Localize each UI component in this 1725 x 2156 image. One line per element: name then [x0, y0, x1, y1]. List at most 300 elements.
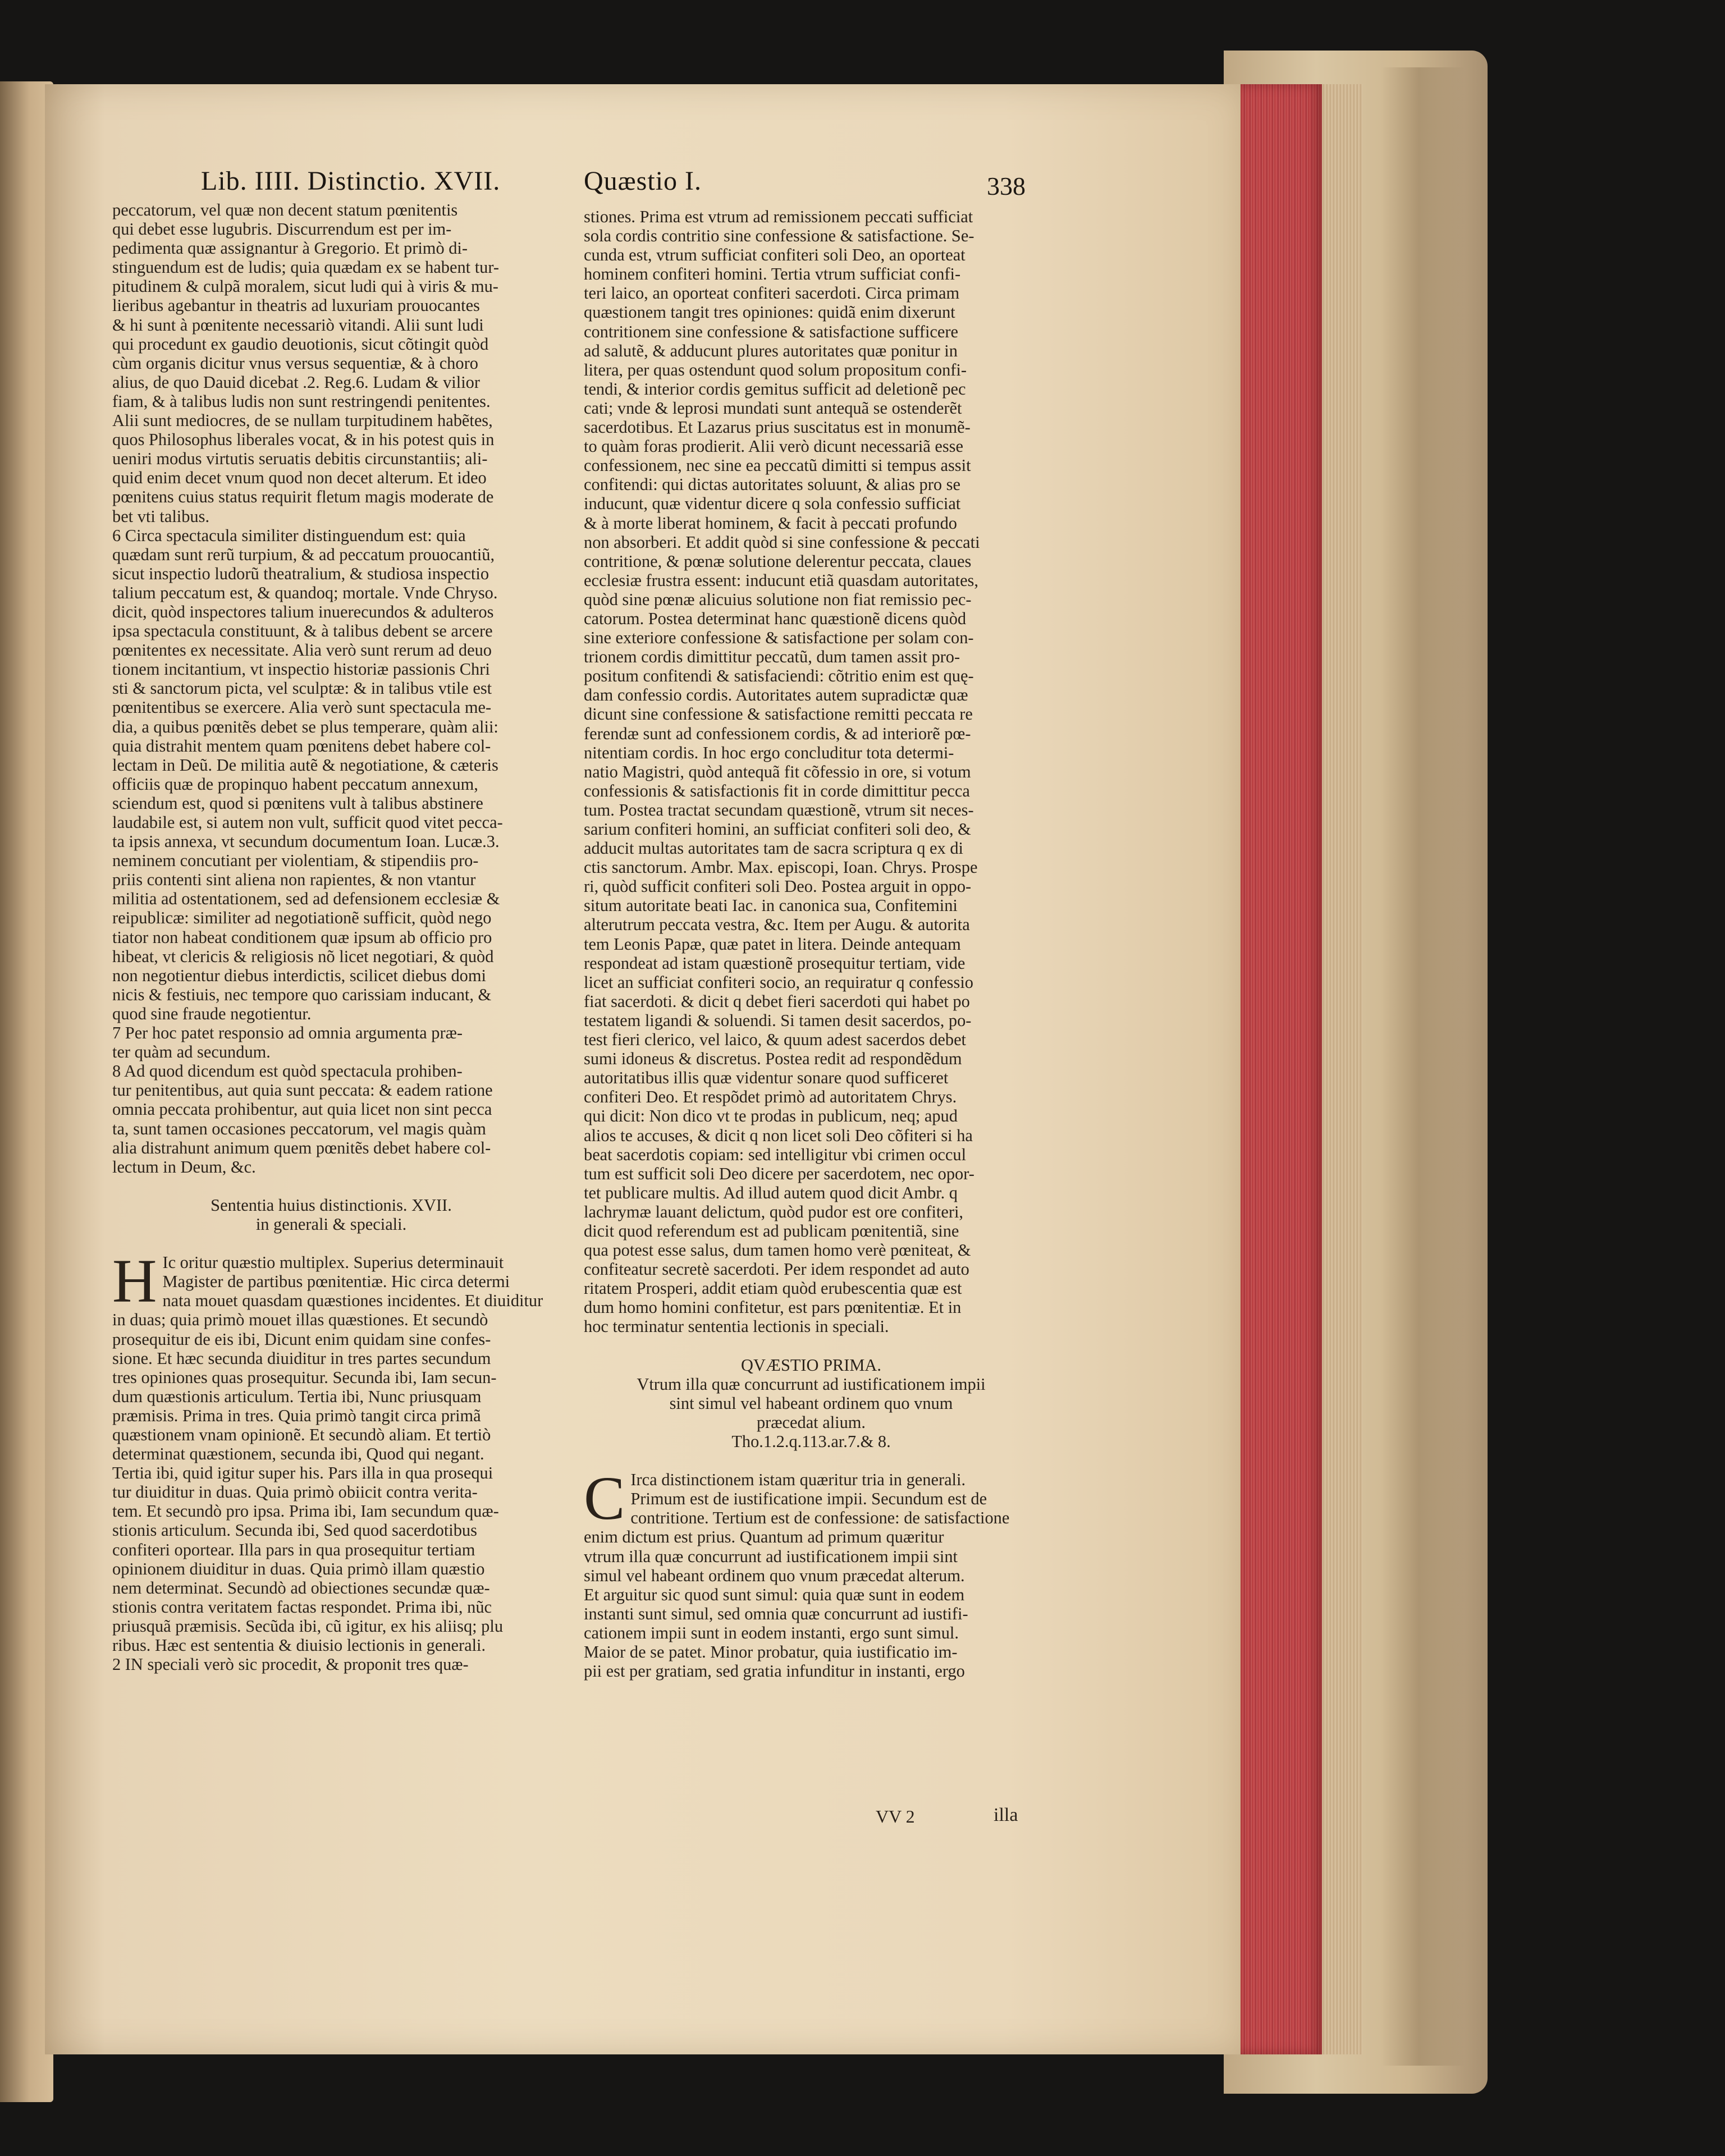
line-text: & à morte liberat hominem, & facit à peccati profundo	[584, 513, 957, 533]
text-line	[630, 1489, 1038, 1508]
text-line	[584, 226, 1038, 245]
line-text: inducunt, quæ videntur dicere q sola confessio sufficiat	[584, 494, 961, 514]
line-text: sacerdotibus. Et Lazarus prius suscitatus est in monumẽ-	[584, 418, 971, 437]
text-line	[112, 1081, 550, 1100]
text-line	[112, 239, 550, 258]
text-line	[584, 475, 1038, 494]
line-text: in duas; quia primò mouet illas quæstiones. Et secundò	[112, 1310, 488, 1330]
line-text: autoritatibus illis quæ videntur sonare quod sufficeret	[584, 1068, 949, 1088]
text-line	[584, 935, 1038, 954]
line-text: sarium confiteri homini, an sufficiat confiteri soli deo, &	[584, 820, 971, 839]
line-text: teri laico, an oporteat confiteri sacerdoti. Circa primam	[584, 283, 960, 303]
line-text: beat sacerdotis copiam: sed intelligitur vbi crimen occul	[584, 1145, 967, 1164]
text-line	[584, 1164, 1038, 1183]
line-text: nem determinat. Secundò ad obiectiones secundæ quæ-	[112, 1578, 490, 1597]
line-text: dum quæstionis articulum. Tertia ibi, Nunc priusquam	[112, 1386, 482, 1406]
line-text: omnia peccata prohibentur, aut quia licet non sint pecca	[112, 1100, 492, 1119]
line-text: & hi sunt à pœnitente necessariò vitandi. Alii sunt ludi	[112, 315, 484, 335]
text-line	[162, 1272, 550, 1291]
text-line	[584, 800, 1038, 820]
line-text: sine exteriore confessione & satisfactione per solam con-	[584, 628, 974, 648]
text-line	[584, 685, 1038, 704]
running-head-left: Lib. IIII. Distinctio. XVII.	[201, 166, 501, 196]
text-line	[112, 660, 550, 679]
text-line	[112, 1196, 550, 1215]
text-line	[584, 628, 1038, 647]
text-line	[112, 315, 550, 335]
line-text: priis contenti sint aliena non rapientes, & non vtantur	[112, 870, 476, 890]
line-text: contritione, & pœnæ solutione delerentur peccata, claues	[584, 551, 972, 571]
line-text: stiones. Prima est vtrum ad remissionem peccati sufficiat	[584, 207, 973, 226]
text-line	[584, 1049, 1038, 1068]
text-line	[112, 392, 550, 411]
text-line	[584, 207, 1038, 226]
line-text: alterutrum peccata vestra, &c. Item per Augu. & autorita	[584, 915, 970, 935]
line-text: præcedat alium.	[756, 1412, 866, 1432]
text-line	[112, 1578, 550, 1597]
line-text: alia distrahunt animum quem pœnitẽs debet habere col-	[112, 1138, 491, 1157]
line-text: sione. Et hæc secunda diuiditur in tres partes secundum	[112, 1348, 491, 1368]
line-text: tur diuiditur in duas. Quia primò obiicit contra verita-	[112, 1482, 478, 1502]
drop-capital: H	[112, 1247, 157, 1316]
text-line	[584, 514, 1038, 533]
line-text: laudabile est, si autem non vult, sufficit quod vitet pecca-	[112, 813, 503, 832]
text-line	[584, 552, 1038, 571]
line-text: ritatem Prosperi, addit etiam quòd erubescentia quæ est	[584, 1279, 962, 1298]
line-text: respondeat ad istam quæstionẽ prosequitur tertiam, vide	[584, 953, 966, 973]
line-text: tionem incitantium, vt inspectio historiæ passionis Chri	[112, 660, 490, 679]
line-text: ueniri modus virtutis seruatis debitis circunstantiis; ali-	[112, 449, 488, 469]
catchword: illa	[994, 1805, 1018, 1825]
line-text: fiam, & à talibus ludis non sunt restringendi penitentes.	[112, 391, 491, 411]
line-text: dia, a quibus pœnitẽs debet se plus temperare, quàm alii:	[112, 717, 498, 736]
text-line	[112, 1310, 550, 1329]
text-line	[112, 1559, 550, 1578]
line-text: ribus. Hæc est sententia & diuisio lectionis in generali.	[112, 1636, 486, 1655]
line-text: qui procedunt ex gaudio deuotionis, sicut cõtingit quòd	[112, 334, 489, 354]
line-text: situm autoritate beati Iac. in canonica sua, Confitemini	[584, 896, 958, 916]
line-text: cati; vnde & leprosi mundati sunt antequã se ostenderẽt	[584, 398, 962, 418]
line-text: tur penitentibus, aut quia sunt peccata: & eadem ratione	[112, 1081, 493, 1100]
line-text: 2 IN speciali verò sic procedit, & proponit tres quæ-	[112, 1655, 469, 1674]
line-text: lachrymæ lauant delictum, quòd pudor est ore confiteri,	[584, 1202, 963, 1221]
text-line	[112, 219, 550, 239]
inner-page-block	[1322, 84, 1362, 2054]
text-line	[584, 1279, 1038, 1298]
line-text: tendi, & interior cordis gemitus sufficit ad deletionẽ pec	[584, 379, 966, 399]
text-line	[584, 1604, 1038, 1623]
text-line	[112, 487, 550, 506]
text-line	[584, 571, 1038, 590]
line-text: lectam in Deũ. De militia autẽ & negotiatione, & cæteris	[112, 755, 498, 775]
line-text: pitudinem & culpã moralem, sicut ludi qui à viris & mu-	[112, 277, 498, 296]
text-line	[112, 507, 550, 526]
text-line	[584, 360, 1038, 379]
line-text: sumi idoneus & discretus. Postea redit ad respondẽdum	[584, 1049, 962, 1069]
line-text: ta, sunt tamen occasiones peccatorum, vel magis quàm	[112, 1119, 486, 1138]
line-text: dicunt sine confessione & satisfactione remitti peccata re	[584, 704, 973, 724]
text-line	[112, 966, 550, 985]
line-text: to quàm foras prodierit. Alii verò dicunt necessariã esse	[584, 437, 963, 456]
text-line	[112, 851, 550, 870]
line-text: testatem ligandi & soluendi. Si tamen desit sacerdos, po-	[584, 1010, 972, 1030]
line-text: pœnitens cuius status requirit fletum magis moderate de	[112, 487, 494, 507]
text-line	[584, 590, 1038, 609]
text-line	[584, 609, 1038, 628]
line-text: tem. Et secundò pro ipsa. Prima ibi, Iam secundum quæ-	[112, 1502, 499, 1521]
text-line	[584, 1106, 1038, 1125]
line-text: 6 Circa spectacula similiter distinguendum est: quia	[112, 525, 466, 545]
line-text: qui debet esse lugubris. Discurrendum est per im-	[112, 219, 452, 239]
line-text: quædam sunt rerũ turpium, & ad peccatum prouocantiũ,	[112, 544, 495, 564]
text-line	[112, 928, 550, 947]
text-line	[112, 1655, 550, 1674]
line-text: lieribus agebantur in theatris ad luxuriam prouocantes	[112, 296, 480, 315]
text-line	[112, 775, 550, 794]
text-line	[112, 1215, 550, 1234]
text-line	[584, 1432, 1038, 1451]
line-text: Sententia huius distinctionis. XVII.	[211, 1195, 452, 1215]
line-text: quia distrahit mentem quam pœnitens debet habere col-	[112, 736, 491, 756]
text-line	[112, 1425, 550, 1444]
text-line	[112, 1540, 550, 1559]
left-text-column	[112, 200, 550, 1674]
text-line	[584, 1260, 1038, 1279]
text-line	[584, 322, 1038, 341]
text-line	[112, 1023, 550, 1042]
line-text: confessionem, nec sine ea peccatũ dimitti si tempus assit	[584, 456, 971, 475]
text-line	[584, 245, 1038, 264]
text-line	[112, 870, 550, 889]
line-text: pedimenta quæ assignantur à Gregorio. Et primò di-	[112, 239, 468, 258]
line-text: contritionem sine confessione & satisfactione sufficere	[584, 322, 958, 341]
text-line	[112, 1349, 550, 1368]
text-line	[584, 1030, 1038, 1049]
text-line	[112, 1597, 550, 1617]
line-text: sint simul vel habeant ordinem quo vnum	[669, 1393, 953, 1413]
line-text: Alii sunt mediocres, de se nullam turpitudinem habẽtes,	[112, 411, 493, 431]
text-line	[630, 1508, 1038, 1527]
text-line	[584, 820, 1038, 839]
text-line	[112, 335, 550, 354]
text-line	[112, 1100, 550, 1119]
line-text: Et arguitur sic quod sunt simul: quia quæ sunt in eodem	[584, 1585, 965, 1604]
text-line	[112, 947, 550, 966]
line-text: nitentiam cordis. In hoc ergo concluditur tota determi-	[584, 743, 954, 762]
text-line	[112, 545, 550, 564]
text-line	[584, 1413, 1038, 1432]
text-line	[584, 1547, 1038, 1566]
line-text: licet an sufficiat confiteri socio, an requiratur q confessio	[584, 972, 973, 992]
line-text: tum. Postea tractat secundam quæstionẽ, vtrum sit neces-	[584, 800, 974, 820]
line-text: qua potest esse salus, dum tamen homo verè pœniteat, &	[584, 1240, 971, 1260]
line-text: ter quàm ad secundum.	[112, 1042, 271, 1062]
line-text: Primum est de iustificatione impii. Secundum est de	[630, 1489, 987, 1509]
text-line	[584, 1240, 1038, 1260]
line-text: pœnitentes ex necessitate. Alia verò sunt rerum ad deuo	[112, 640, 492, 660]
text-line	[584, 1068, 1038, 1087]
line-text: in generali & speciali.	[255, 1214, 407, 1234]
line-text: cunda est, vtrum sufficiat confiteri soli Deo, an oporteat	[584, 245, 966, 265]
text-line	[584, 762, 1038, 781]
line-text: dicit quod referendum est ad publicam pœnitentiã, sine	[584, 1221, 959, 1240]
line-text: dicit, quòd inspectores talium inuerecundos & adulteros	[112, 602, 494, 621]
text-line	[112, 1463, 550, 1482]
text-line	[112, 200, 550, 219]
text-line	[584, 379, 1038, 399]
line-text: alius, de quo Dauid dicebat .2. Reg.6. Ludam & vilior	[112, 372, 480, 392]
line-text: quòd sine pœnæ alicuius solutione non fiat remissio pec-	[584, 589, 972, 609]
text-line	[584, 1566, 1038, 1585]
line-text: præmisis. Prima in tres. Quia primò tangit circa primã	[112, 1406, 481, 1425]
line-text: hoc terminatur sententia lectionis in speciali.	[584, 1317, 889, 1336]
text-line	[112, 1387, 550, 1406]
line-text: hominem confiteri homini. Tertia vtrum sufficiat confi-	[584, 264, 961, 284]
text-line	[112, 1617, 550, 1636]
line-text: confiteri Deo. Et respõdet primò ad autoritatem Chrys.	[584, 1087, 957, 1107]
line-text: cationem impii sunt in eodem instanti, ergo sunt simul.	[584, 1623, 959, 1642]
text-line	[112, 583, 550, 602]
line-text: sciendum est, quod si pœnitens vult à talibus abstinere	[112, 793, 483, 813]
line-text: quæstionem vnam opinionẽ. Et secundò aliam. Et tertiò	[112, 1425, 491, 1444]
line-text: opinionem diuiditur in duas. Quia primò illam quæstio	[112, 1559, 485, 1578]
text-line	[584, 666, 1038, 685]
line-text: tum est sufficit soli Deo dicere per sacerdotem, nec opor-	[584, 1164, 974, 1183]
line-text: ctis sanctorum. Ambr. Max. episcopi, Ioan. Chrys. Prospe	[584, 858, 978, 877]
text-line	[162, 1291, 550, 1310]
line-text: alios te accuses, & dicit q non licet soli Deo cõfiteri si ha	[584, 1125, 973, 1145]
text-line	[584, 1126, 1038, 1145]
text-line	[112, 373, 550, 392]
text-line	[584, 1317, 1038, 1336]
text-line	[112, 640, 550, 660]
line-text: officiis quæ de propinquo habent peccatum annexum,	[112, 774, 478, 794]
running-head-right: Quæstio I.	[584, 166, 702, 196]
line-text: Irca distinctionem istam quæritur tria in generali.	[630, 1470, 966, 1490]
line-text: ad salutẽ, & adducunt plures autoritates quæ ponitur in	[584, 341, 958, 360]
line-text: talium peccatum est, & quandoq; mortale. Vnde Chryso.	[112, 583, 498, 602]
text-line	[112, 296, 550, 315]
line-text: quæstionem tangit tres opiniones: quidã enim dixerunt	[584, 303, 955, 322]
line-text: QVÆSTIO PRIMA.	[741, 1355, 881, 1375]
text-line	[112, 1502, 550, 1521]
text-line	[112, 1330, 550, 1349]
text-line	[112, 1157, 550, 1177]
line-text: catorum. Postea determinat hanc quæstionẽ dicens quòd	[584, 608, 967, 628]
line-text: Maior de se patet. Minor probatur, quia iustificatio im-	[584, 1642, 958, 1662]
text-line	[584, 1375, 1038, 1394]
line-text: ferendæ sunt ad confessionem cordis, & ad interiorẽ pœ-	[584, 724, 971, 743]
line-text: sti & sanctorum picta, vel sculptæ: & in talibus vtile est	[112, 679, 492, 698]
text-line	[112, 526, 550, 545]
red-page-edges	[1241, 84, 1322, 2054]
line-text: 8 Ad quod dicendum est quòd spectacula prohiben-	[112, 1061, 463, 1081]
line-text: Tho.1.2.q.113.ar.7.& 8.	[731, 1432, 891, 1451]
text-line	[112, 832, 550, 851]
text-line	[584, 437, 1038, 456]
line-text: adducit multas autoritates tam de sacra scriptura q ex di	[584, 839, 963, 858]
text-line	[112, 717, 550, 736]
text-line	[584, 954, 1038, 973]
text-line	[584, 1145, 1038, 1164]
text-line	[584, 877, 1038, 896]
line-text: tres opiniones quas prosequitur. Secunda ibi, Iam secun-	[112, 1367, 497, 1387]
line-text: nata mouet quasdam quæstiones incidentes. Et diuiditur	[162, 1291, 543, 1311]
text-line	[112, 354, 550, 373]
signature-mark: VV 2	[876, 1806, 915, 1827]
line-text: lectum in Deum, &c.	[112, 1157, 256, 1177]
text-line	[584, 781, 1038, 800]
line-text: quod sine fraude negotientur.	[112, 1004, 312, 1023]
text-line	[584, 839, 1038, 858]
text-line	[112, 1368, 550, 1387]
text-line	[584, 896, 1038, 915]
text-line	[112, 1636, 550, 1655]
line-text: priusquã præmisis. Secũda ibi, cũ igitur, ex his aliisq; plu	[112, 1616, 504, 1636]
text-line	[584, 1336, 1038, 1356]
text-line	[112, 756, 550, 775]
text-line	[584, 418, 1038, 437]
text-line	[584, 303, 1038, 322]
text-line	[112, 1177, 550, 1196]
line-text: Ic oritur quæstio multiplex. Superius determinauit	[162, 1253, 504, 1272]
line-text: non absorberi. Et addit quòd si sine confessione & peccati	[584, 532, 980, 552]
line-text: tiator non habeat conditionem quæ ipsum ab officio pro	[112, 927, 492, 947]
text-line	[112, 1521, 550, 1540]
line-text: trionem cordis dimittitur peccatũ, dum tamen assit pro-	[584, 647, 960, 667]
text-line	[112, 1061, 550, 1081]
text-line	[584, 1585, 1038, 1604]
text-line	[112, 1138, 550, 1157]
line-text: confiteri oportear. Illa pars in qua prosequitur tertiam	[112, 1540, 475, 1559]
text-line	[112, 430, 550, 449]
line-text: simul vel habeant ordinem quo vnum præcedat alterum.	[584, 1565, 965, 1585]
text-line	[112, 602, 550, 621]
text-line	[112, 1234, 550, 1253]
line-text: dam confessio cordis. Autoritates autem supradictæ quæ	[584, 685, 968, 705]
text-line	[584, 724, 1038, 743]
line-text: peccatorum, vel quæ non decent statum pœnitentis	[112, 200, 458, 219]
folio-number: 338	[987, 172, 1026, 200]
line-text: tem Leonis Papæ, quæ patet in litera. Deinde antequam	[584, 934, 961, 954]
line-text: confessionis & satisfactionis fit in corde dimittitur pecca	[584, 781, 970, 800]
text-line	[112, 277, 550, 296]
line-text: prosequitur de eis ibi, Dicunt enim quidam sine confes-	[112, 1329, 491, 1349]
text-line	[112, 813, 550, 832]
line-text: test fieri clerico, vel laico, & quum adest sacerdos debet	[584, 1030, 966, 1050]
line-text: Tertia ibi, quid igitur super his. Pars illa in qua prosequi	[112, 1463, 493, 1483]
line-text: vtrum illa quæ concurrunt ad iustificationem impii sint	[584, 1546, 958, 1566]
text-line	[584, 1011, 1038, 1030]
text-line	[584, 973, 1038, 992]
line-text: neminem concutiant per violentiam, & stipendiis pro-	[112, 851, 479, 871]
line-text: positum confitendi & satisfaciendi: cõtritio enim est quę-	[584, 666, 974, 686]
text-line	[112, 1482, 550, 1502]
line-text: pœnitentibus se exercere. Alia verò sunt spectacula me-	[112, 698, 492, 717]
line-text: sola cordis contritio sine confessione & satisfactione. Se-	[584, 226, 974, 246]
text-line	[112, 449, 550, 468]
text-line	[584, 1298, 1038, 1317]
line-text: ta ipsis annexa, vt secundum documentum Ioan. Lucæ.3.	[112, 832, 500, 852]
text-line	[584, 1356, 1038, 1375]
line-text: 7 Per hoc patet responsio ad omnia argumenta præ-	[112, 1023, 463, 1043]
right-text-column	[584, 207, 1038, 1681]
text-line	[112, 1444, 550, 1463]
line-text: ipsa spectacula constituunt, & à talibus debent se arcere	[112, 621, 493, 641]
text-line	[584, 1202, 1038, 1221]
line-text: stionis articulum. Secunda ibi, Sed quod sacerdotibus	[112, 1521, 477, 1540]
text-line	[112, 794, 550, 813]
text-line	[584, 992, 1038, 1011]
line-text: quid enim decet vnum quod non decet alterum. Et ideo	[112, 468, 487, 488]
text-line	[584, 399, 1038, 418]
text-line	[584, 1642, 1038, 1661]
line-text: hibeat, vt clericis & religiosis nõ licet negotiari, & quòd	[112, 946, 494, 966]
text-line	[112, 1406, 550, 1425]
text-line	[112, 736, 550, 756]
text-line	[112, 258, 550, 277]
text-line	[584, 1394, 1038, 1413]
line-text: enim dictum est prius. Quantum ad primum quæritur	[584, 1527, 944, 1547]
text-line	[112, 908, 550, 927]
line-text: reipublicæ: similiter ad negotiationẽ sufficit, quòd nego	[112, 908, 492, 928]
line-text: Magister de partibus pœnitentiæ. Hic circa determi	[162, 1272, 510, 1292]
binding-fold-shadow	[1381, 67, 1465, 2066]
text-line	[584, 533, 1038, 552]
text-line	[584, 283, 1038, 303]
text-line	[112, 621, 550, 640]
text-line	[112, 985, 550, 1004]
text-line	[112, 1004, 550, 1023]
line-text: sicut inspectio ludorũ theatralium, & studiosa inspectio	[112, 564, 489, 583]
text-line	[584, 1087, 1038, 1106]
line-text: ecclesiæ frustra essent: inducunt etiã quasdam autoritates,	[584, 570, 978, 590]
text-line	[112, 1042, 550, 1061]
text-line	[584, 647, 1038, 666]
text-line	[112, 468, 550, 487]
line-text: stinguendum est de ludis; quia quædam ex se habent tur-	[112, 258, 499, 277]
text-line	[584, 1623, 1038, 1642]
line-text: confiteatur secretè sacerdoti. Per idem respondet ad auto	[584, 1260, 969, 1279]
line-text: fiat sacerdoti. & dicit q debet fieri sacerdoti qui habet po	[584, 991, 970, 1011]
line-text: ri, quòd sufficit confiteri soli Deo. Postea arguit in oppo-	[584, 877, 972, 896]
text-line	[584, 456, 1038, 475]
text-line	[584, 743, 1038, 762]
line-text: pii est per gratiam, sed gratia infunditur in instanti, ergo	[584, 1661, 965, 1681]
text-line	[584, 1221, 1038, 1240]
line-text: bet vti talibus.	[112, 506, 210, 526]
line-text: determinat quæstionem, secunda ibi, Quod qui negant.	[112, 1444, 484, 1464]
line-text: qui dicit: Non dico vt te prodas in publicum, neq; apud	[584, 1106, 958, 1126]
line-text: tet publicare multis. Ad illud autem quod dicit Ambr. q	[584, 1183, 958, 1202]
line-text: militia ad ostentationem, sed ad defensionem ecclesiæ &	[112, 889, 500, 909]
text-line	[584, 264, 1038, 283]
text-line	[584, 1661, 1038, 1681]
text-line	[584, 704, 1038, 724]
drop-capital: C	[584, 1464, 625, 1533]
line-text: stionis contra veritatem factas respondet. Prima ibi, nũc	[112, 1597, 492, 1617]
text-line	[112, 564, 550, 583]
line-text: litera, per quas ostendunt quod solum propositum confi-	[584, 360, 967, 379]
text-line	[112, 698, 550, 717]
line-text: instanti sunt simul, sed omnia quæ concurrunt ad iustifi-	[584, 1604, 968, 1623]
line-text: cùm organis dicitur vnus versus sequentiæ, & à choro	[112, 353, 478, 373]
line-text: contritione. Tertium est de confessione: de satisfactione	[630, 1508, 1010, 1528]
text-line	[584, 341, 1038, 360]
line-text: non negotientur diebus interdictis, scilicet diebus domi	[112, 965, 486, 985]
text-line	[112, 411, 550, 430]
text-line	[584, 1527, 1038, 1546]
